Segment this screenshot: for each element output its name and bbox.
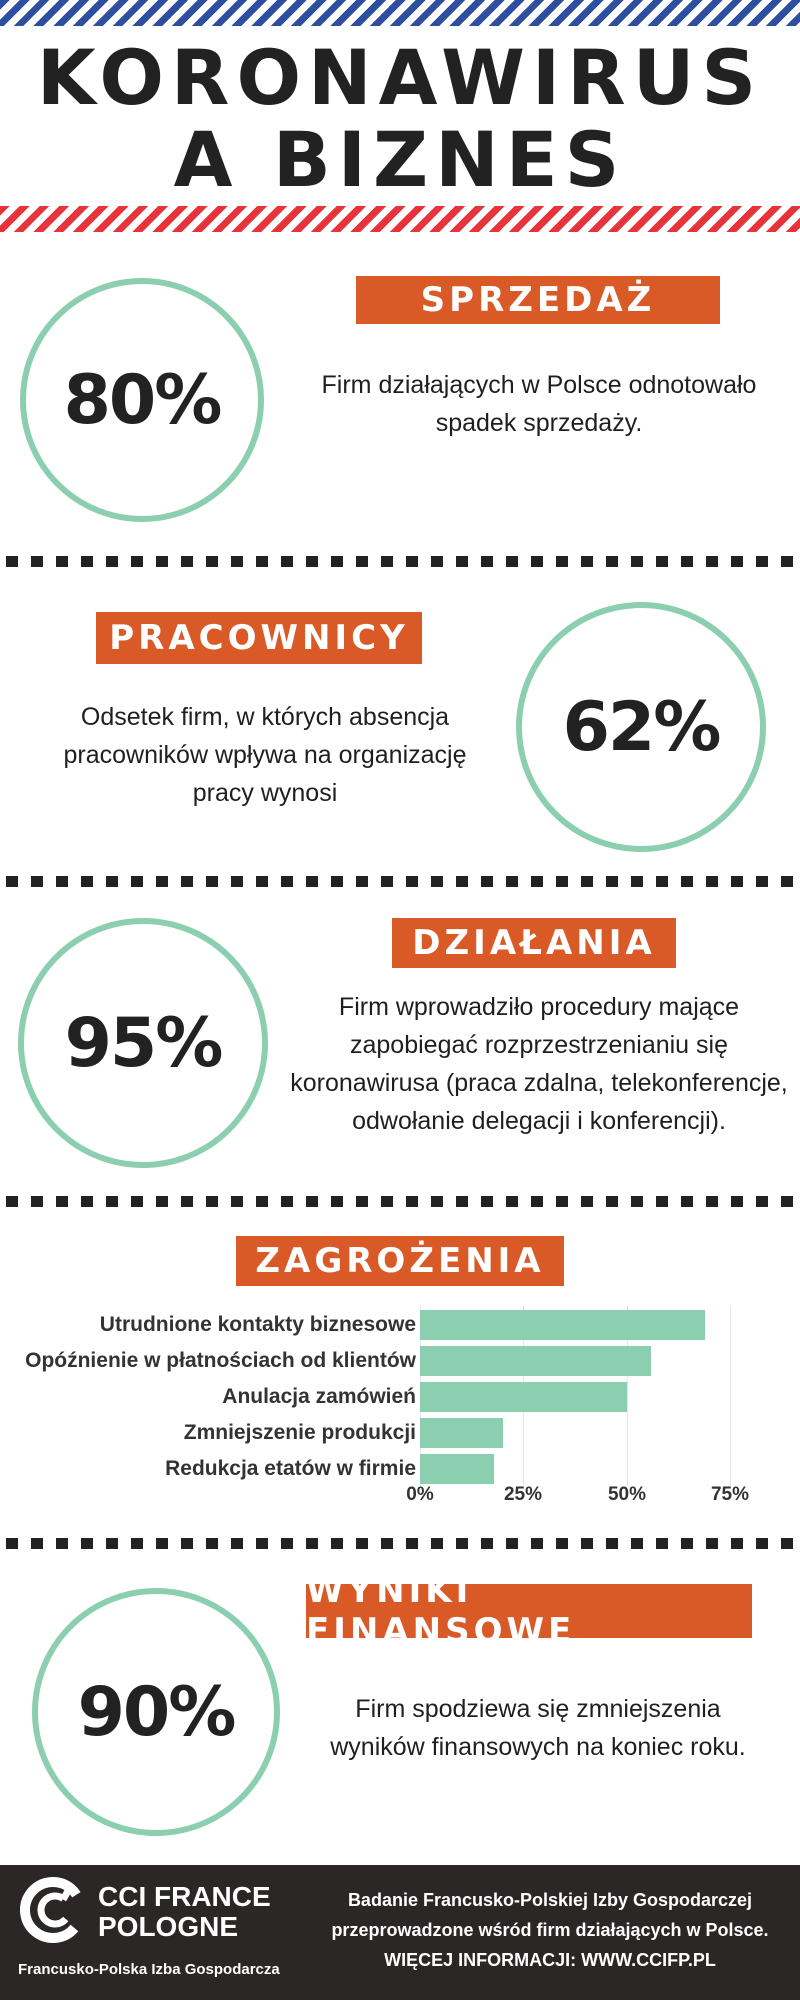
chart-category-label: Zmniejszenie produkcji bbox=[183, 1421, 416, 1444]
footer-info bbox=[310, 1885, 790, 1975]
sales-description-line: Firm działających w Polsce odnotowało bbox=[321, 371, 757, 399]
footer bbox=[0, 1865, 800, 2000]
employees-percent: 62% bbox=[562, 687, 720, 767]
actions-label: DZIAŁANIA bbox=[392, 918, 676, 968]
chart-bar bbox=[420, 1382, 627, 1412]
chart-gridline bbox=[730, 1306, 731, 1486]
logo-subtitle: Francusko-Polska Izba Gospodarcza bbox=[18, 1961, 280, 1978]
actions-description-line: zapobiegać rozprzestrzenianiu się bbox=[350, 1031, 728, 1059]
actions-percent-circle bbox=[18, 918, 268, 1168]
actions-percent: 95% bbox=[64, 1003, 222, 1083]
chart-bar bbox=[420, 1310, 705, 1340]
footer-info-line: przeprowadzone wśród firm działających w Polsce. bbox=[331, 1920, 769, 1940]
cci-logo-icon bbox=[18, 1875, 88, 1945]
top-blue-stripe bbox=[0, 0, 800, 26]
chart-x-tick: 50% bbox=[607, 1484, 647, 1505]
financial-percent: 90% bbox=[77, 1672, 235, 1752]
section-divider bbox=[6, 876, 796, 887]
sales-percent: 80% bbox=[63, 360, 221, 440]
sales-label: SPRZEDAŻ bbox=[356, 276, 720, 324]
logo-text-line2: POLOGNE bbox=[98, 1911, 239, 1942]
chart-bar bbox=[420, 1418, 503, 1448]
footer-info-line: Badanie Francusko-Polskiej Izby Gospodarczej bbox=[347, 1890, 753, 1910]
employees-label: PRACOWNICY bbox=[96, 612, 422, 664]
chart-category-label: Redukcja etatów w firmie bbox=[165, 1457, 416, 1480]
financial-description-line: Firm spodziewa się zmniejszenia bbox=[355, 1695, 721, 1723]
actions-description-line: Firm wprowadziło procedury mające bbox=[338, 993, 740, 1021]
employees-description-line: pracowników wpływa na organizację bbox=[63, 741, 467, 769]
chart-bar bbox=[420, 1346, 651, 1376]
red-stripe-divider bbox=[0, 206, 800, 232]
actions-description-line: odwołanie delegacji i konferencji). bbox=[352, 1107, 726, 1135]
page-title-line1: KORONAWIRUS bbox=[36, 33, 764, 122]
chart-x-tick: 25% bbox=[503, 1484, 543, 1505]
chart-x-tick: 0% bbox=[406, 1484, 434, 1505]
employees-description-line: pracy wynosi bbox=[192, 779, 338, 807]
footer-info-line: WIĘCEJ INFORMACJI: WWW.CCIFP.PL bbox=[384, 1950, 716, 1970]
section-divider bbox=[6, 1538, 796, 1549]
employees-percent-circle bbox=[516, 602, 766, 852]
chart-category-label: Opóźnienie w płatnościach od klientów bbox=[25, 1349, 416, 1372]
chart-category-label: Utrudnione kontakty biznesowe bbox=[99, 1313, 416, 1336]
employees-description-line: Odsetek firm, w których absencja bbox=[80, 703, 450, 731]
chart-bar bbox=[420, 1454, 494, 1484]
financial-results-label: WYNIKI FINANSOWE bbox=[306, 1584, 752, 1638]
financial-description bbox=[296, 1690, 780, 1766]
chart-category-label: Anulacja zamówień bbox=[222, 1385, 416, 1408]
section-divider bbox=[6, 1196, 796, 1207]
threats-label: ZAGROŻENIA bbox=[236, 1236, 564, 1286]
section-divider bbox=[6, 556, 796, 567]
financial-percent-circle bbox=[32, 1588, 280, 1836]
sales-description-line: spadek sprzedaży. bbox=[435, 409, 643, 437]
logo-text-line1: CCI FRANCE bbox=[98, 1881, 271, 1912]
actions-description-line: koronawirusa (praca zdalna, telekonferencje, bbox=[290, 1069, 788, 1097]
chart-x-tick: 75% bbox=[710, 1484, 750, 1505]
employees-description bbox=[30, 698, 500, 812]
page-title-line2: A BIZNES bbox=[173, 115, 627, 204]
actions-description bbox=[282, 988, 796, 1140]
financial-description-line: wyników finansowych na koniec roku. bbox=[330, 1733, 746, 1761]
sales-percent-circle bbox=[20, 278, 264, 522]
sales-description bbox=[300, 366, 778, 442]
